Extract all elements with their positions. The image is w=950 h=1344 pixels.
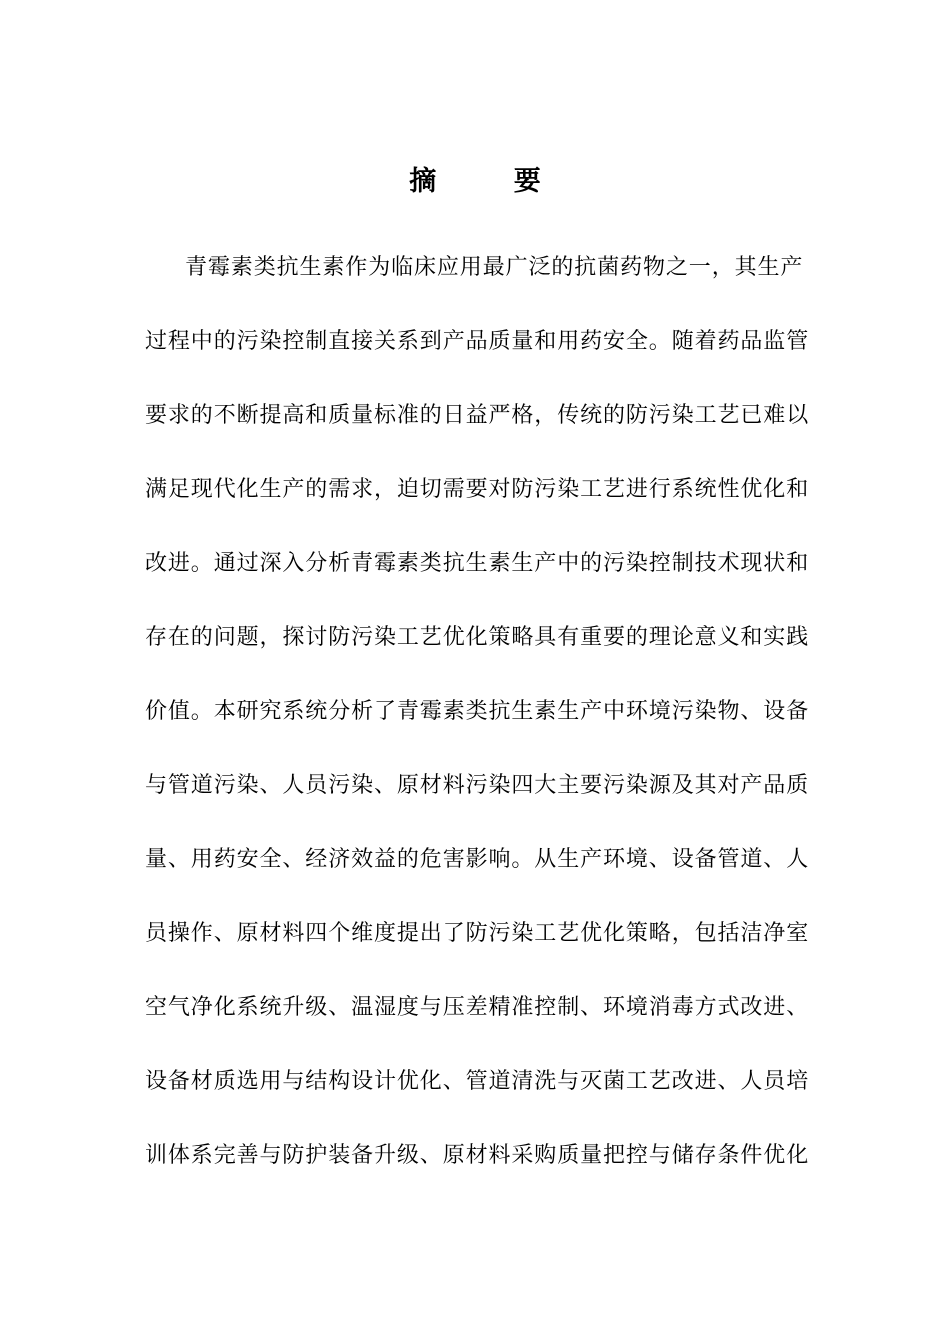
paragraph-line: 满足现代化生产的需求，迫切需要对防污染工艺进行系统性优化和 [145,477,810,502]
paragraph-line: 要求的不断提高和质量标准的日益严格，传统的防污染工艺已难以 [145,403,810,428]
paragraph-line: 价值。本研究系统分析了青霉素类抗生素生产中环境污染物、设备 [145,699,810,724]
paragraph-line: 青霉素类抗生素作为临床应用最广泛的抗菌药物之一，其生产 [185,255,804,280]
paragraph-line: 设备材质选用与结构设计优化、管道清洗与灭菌工艺改进、人员培 [145,1069,810,1094]
paragraph-line: 存在的问题，探讨防污染工艺优化策略具有重要的理论意义和实践 [145,625,810,650]
paragraph-line: 训体系完善与防护装备升级、原材料采购质量把控与储存条件优化 [145,1143,810,1168]
paragraph-line: 员操作、原材料四个维度提出了防污染工艺优化策略，包括洁净室 [145,921,810,946]
paragraph-line: 与管道污染、人员污染、原材料污染四大主要污染源及其对产品质 [145,773,810,798]
paragraph-line: 量、用药安全、经济效益的危害影响。从生产环境、设备管道、人 [145,847,810,872]
abstract-body [145,248,810,1210]
paragraph-line: 空气净化系统升级、温湿度与压差精准控制、环境消毒方式改进、 [145,995,810,1020]
paragraph-line: 改进。通过深入分析青霉素类抗生素生产中的污染控制技术现状和 [145,551,810,576]
page-title: 摘 要 [409,166,575,197]
paragraph-line: 过程中的污染控制直接关系到产品质量和用药安全。随着药品监管 [145,329,810,354]
